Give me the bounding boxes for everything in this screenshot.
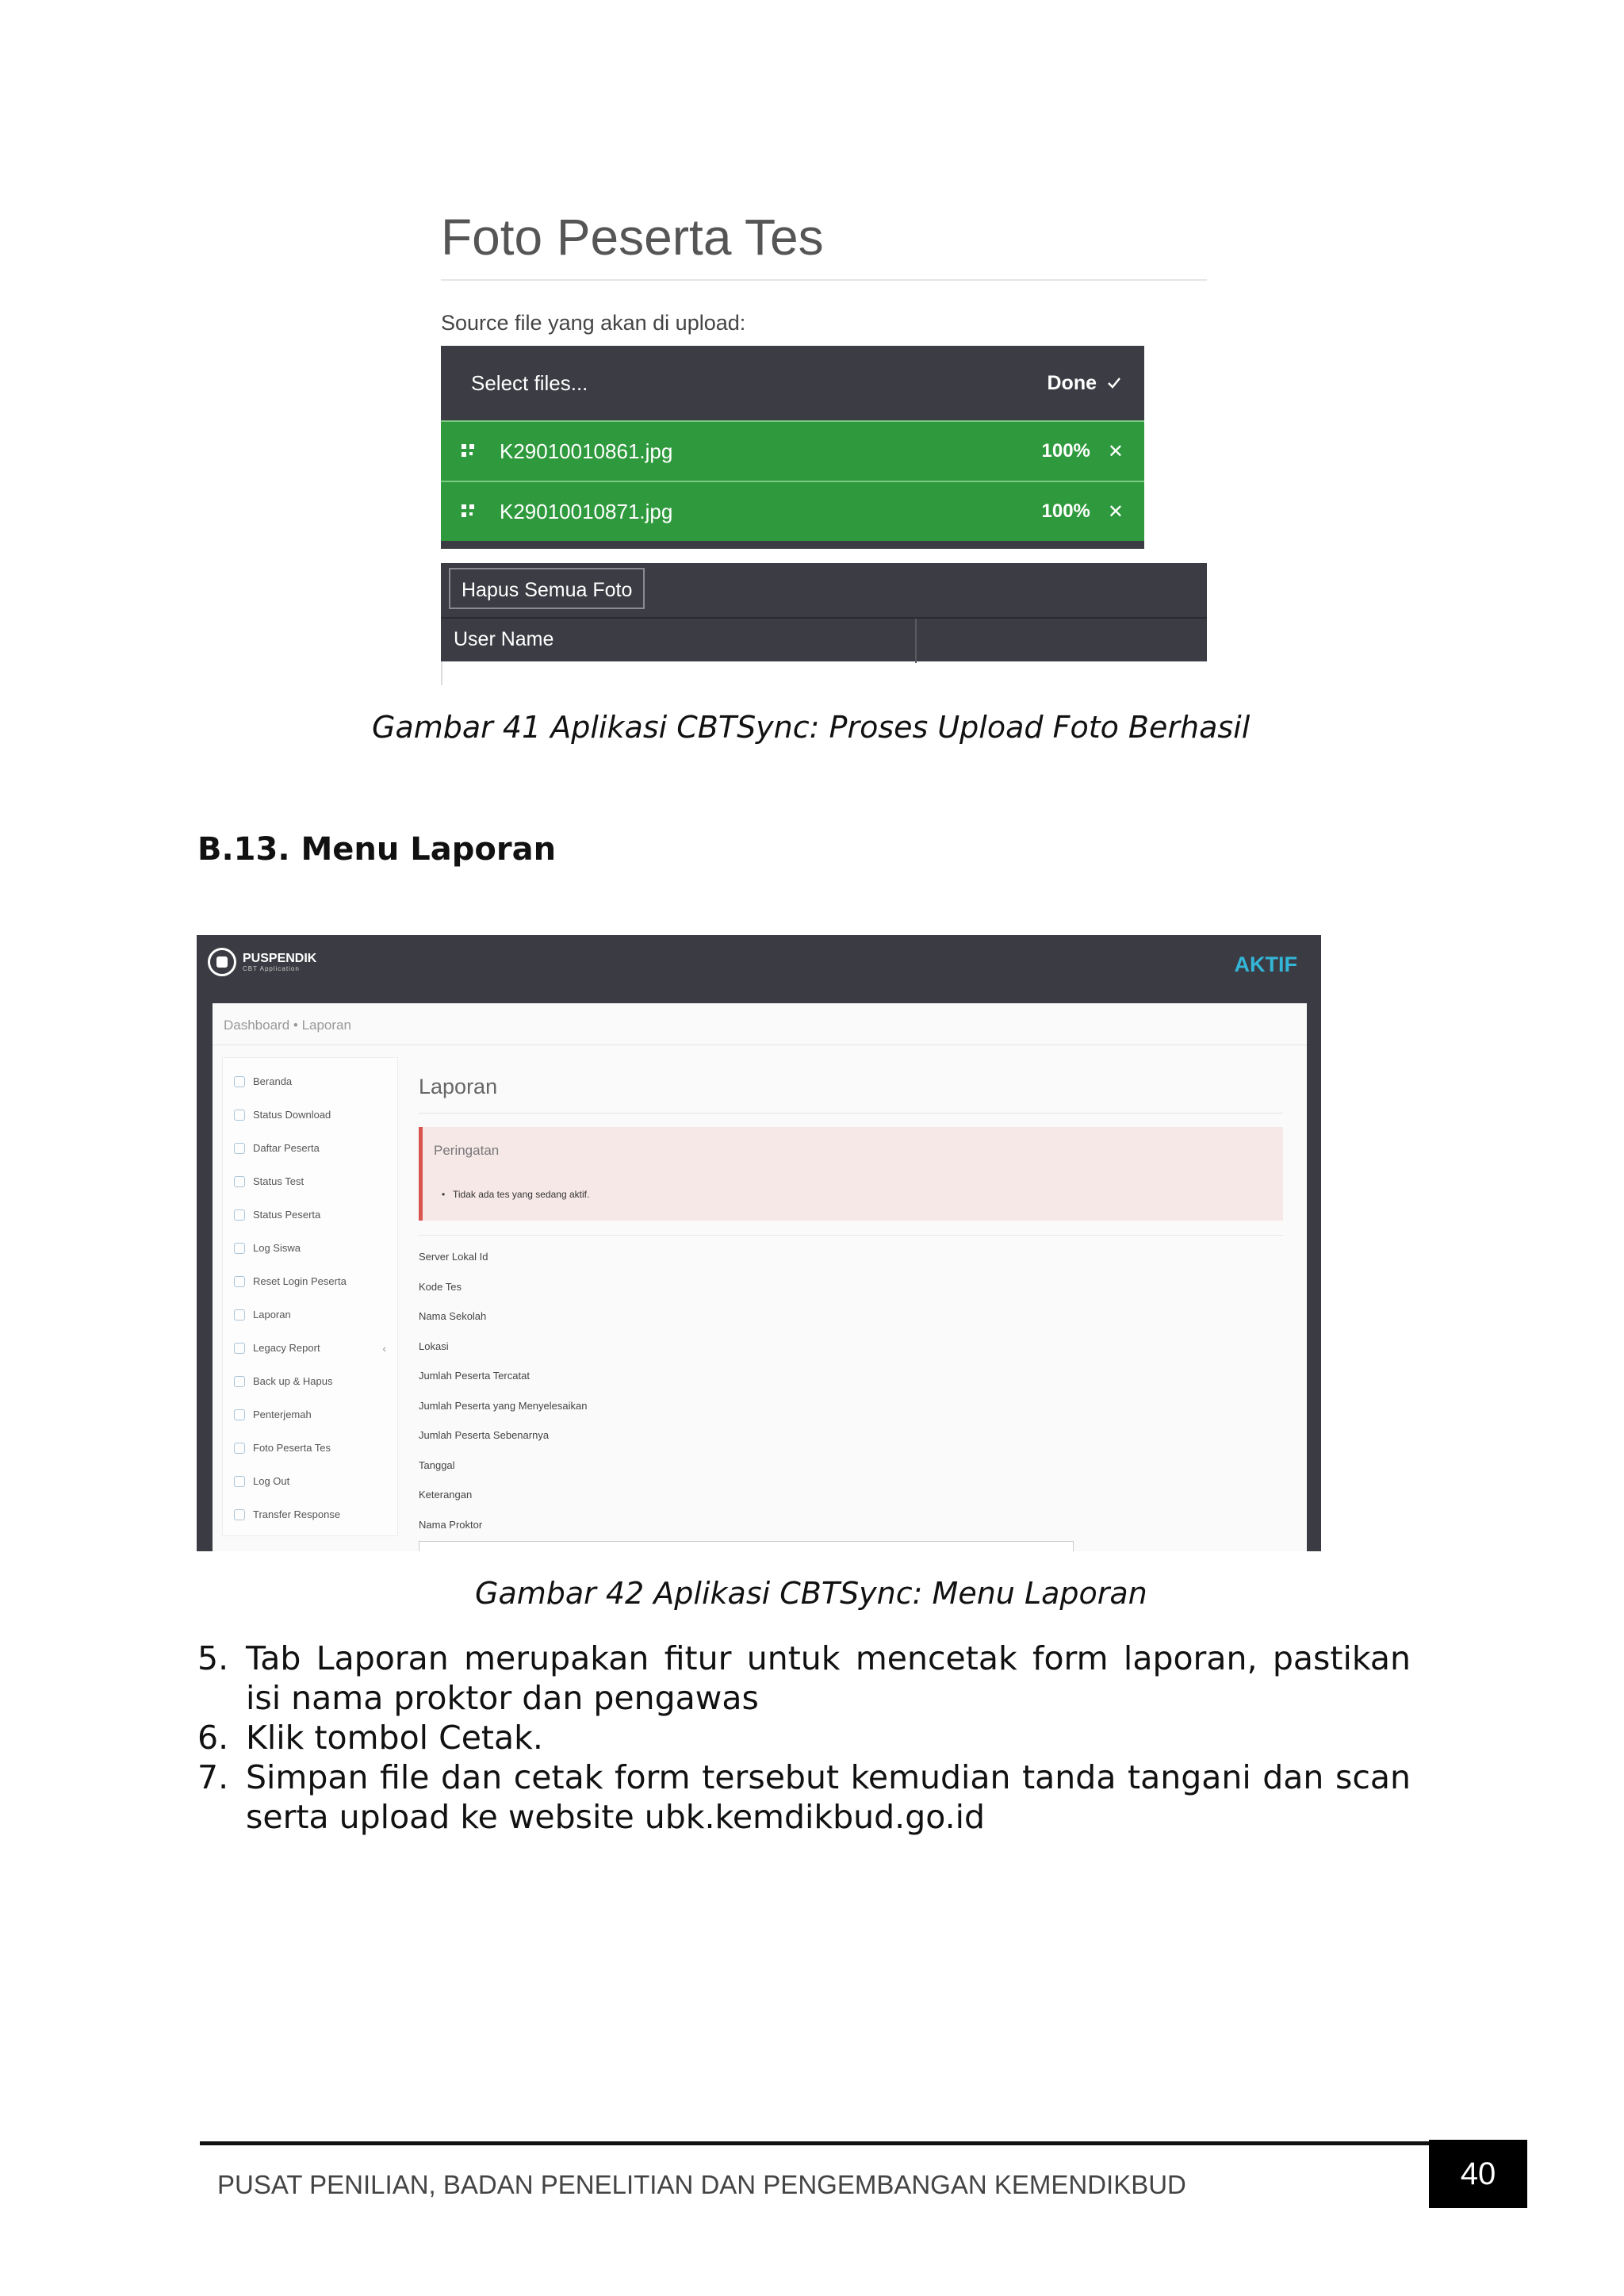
- field-label: Keterangan: [419, 1489, 473, 1501]
- instruction-list: [197, 1639, 1411, 1837]
- app-page: [213, 1003, 1307, 1551]
- sidebar-item-penterjemah[interactable]: [234, 1409, 393, 1420]
- page-number: 40: [1429, 2140, 1527, 2208]
- sidebar: [222, 1057, 398, 1536]
- delete-all-photos-button[interactable]: Hapus Semua Foto: [449, 568, 645, 609]
- sidebar-item-label: Log Out: [253, 1475, 290, 1487]
- field-label: Jumlah Peserta Sebenarnya: [419, 1429, 550, 1441]
- sidebar-item-status-download[interactable]: [234, 1109, 393, 1121]
- file-name: K29010010861.jpg: [500, 439, 673, 463]
- sidebar-item-daftar-peserta[interactable]: [234, 1142, 393, 1154]
- home-icon: [234, 1076, 245, 1087]
- report-icon: [234, 1343, 245, 1354]
- sidebar-item-log-siswa[interactable]: [234, 1242, 393, 1254]
- field-label: Tanggal: [419, 1459, 455, 1471]
- brand-subtitle: CBT Application: [243, 964, 300, 972]
- page-title: Laporan: [419, 1075, 498, 1098]
- field-label: Kode Tes: [419, 1281, 462, 1293]
- sidebar-item-label: Transfer Response: [253, 1508, 341, 1520]
- edit-icon: [234, 1176, 245, 1187]
- status-badge: AKTIF: [1234, 953, 1297, 976]
- field-label: Jumlah Peserta yang Menyelesaikan: [419, 1400, 588, 1412]
- sidebar-item-label: Status Download: [253, 1109, 331, 1121]
- cloud-icon: [234, 1110, 245, 1121]
- figure41-caption: Gambar 41 Aplikasi CBTSync: Proses Upload Foto Berhasil: [372, 710, 1251, 745]
- column-divider: [915, 619, 917, 663]
- uploader-footer: [441, 541, 1144, 549]
- refresh-icon: [234, 1276, 245, 1287]
- upload-file-row: [441, 481, 1144, 541]
- search-icon: [234, 1409, 245, 1420]
- sidebar-item-label: Reset Login Peserta: [253, 1275, 347, 1287]
- sidebar-item-log-out[interactable]: [234, 1475, 393, 1487]
- sidebar-item-status-test[interactable]: [234, 1175, 393, 1187]
- sidebar-item-label: Laporan: [253, 1309, 291, 1320]
- sidebar-item-label: Daftar Peserta: [253, 1142, 320, 1154]
- field-label: Nama Sekolah: [419, 1310, 487, 1322]
- sidebar-item-label: Status Test: [253, 1175, 304, 1187]
- field-label: Lokasi: [419, 1340, 449, 1352]
- sidebar-item-backup-hapus[interactable]: [234, 1375, 393, 1387]
- puspendik-logo: [208, 948, 316, 976]
- figure42-caption: Gambar 42 Aplikasi CBTSync: Menu Laporan: [475, 1576, 1147, 1611]
- alert-message: • Tidak ada tes yang sedang aktif.: [453, 1189, 589, 1200]
- sidebar-item-label: Status Peserta: [253, 1209, 321, 1221]
- field-label: Jumlah Peserta Tercatat: [419, 1370, 530, 1382]
- breadcrumb[interactable]: Dashboard • Laporan: [224, 1018, 351, 1033]
- done-label: Done: [1047, 371, 1097, 394]
- divider: [441, 279, 1207, 281]
- list-text: Simpan file dan cetak form tersebut kemudian tanda tangani dan scan serta upload ke website ubk.kemdikbud.go.id: [246, 1758, 1411, 1836]
- alert-title: Peringatan: [434, 1143, 500, 1158]
- user-icon: [234, 1209, 245, 1221]
- divider: [419, 1235, 1283, 1236]
- footer-rule: [200, 2141, 1429, 2145]
- list-text: Tab Laporan merupakan fitur untuk mencetak form laporan, pastikan isi nama proktor dan pengawas: [246, 1639, 1411, 1717]
- list-text: Klik tombol Cetak.: [246, 1719, 543, 1757]
- column-header-username: User Name: [454, 628, 554, 650]
- field-label: Nama Proktor: [419, 1519, 483, 1531]
- sidebar-item-reset-login[interactable]: [234, 1275, 393, 1287]
- list-item: [197, 1757, 1411, 1837]
- sidebar-item-foto-peserta[interactable]: [234, 1442, 393, 1454]
- sidebar-item-beranda[interactable]: [234, 1075, 393, 1087]
- upload-progress: 100%: [1041, 500, 1090, 522]
- list-item: [197, 1718, 1411, 1757]
- upload-progress: 100%: [1041, 440, 1090, 462]
- list-item: [197, 1639, 1411, 1718]
- done-button[interactable]: [1048, 372, 1123, 395]
- cbtsync-laporan-screenshot: [197, 935, 1321, 1551]
- brand-name: PUSPENDIK: [243, 951, 317, 965]
- file-uploader: [441, 346, 1144, 549]
- upload-file-row: [441, 420, 1144, 481]
- remove-file-icon[interactable]: ✕: [1107, 500, 1124, 523]
- sidebar-item-transfer-response[interactable]: [234, 1508, 393, 1520]
- select-files-button[interactable]: Select files...: [471, 370, 588, 395]
- warning-alert: [419, 1127, 1283, 1221]
- uploader-header: [441, 346, 1144, 420]
- section-heading: B.13. Menu Laporan: [197, 831, 557, 868]
- check-icon: [1106, 375, 1122, 391]
- nama-proktor-input[interactable]: [419, 1541, 1074, 1551]
- sidebar-item-label: Penterjemah: [253, 1409, 312, 1420]
- sidebar-item-label: Legacy Report: [253, 1342, 320, 1354]
- drag-handle-icon[interactable]: [460, 503, 477, 520]
- divider: [419, 1113, 1283, 1114]
- logo-emblem-icon: [208, 948, 236, 976]
- camera-icon: [234, 1443, 245, 1454]
- sidebar-item-label: Foto Peserta Tes: [253, 1442, 331, 1454]
- drag-handle-icon[interactable]: [460, 443, 477, 460]
- figure41-title: Foto Peserta Tes: [441, 209, 824, 266]
- sidebar-item-legacy-report[interactable]: [234, 1342, 393, 1354]
- chevron-left-icon: ‹: [382, 1341, 386, 1355]
- list-number: 7.: [197, 1758, 229, 1796]
- chart-icon: [234, 1309, 245, 1320]
- sidebar-item-status-peserta[interactable]: [234, 1209, 393, 1221]
- sidebar-item-laporan[interactable]: [234, 1309, 393, 1320]
- file-name: K29010010871.jpg: [500, 499, 673, 523]
- rss-icon: [234, 1509, 245, 1520]
- photo-table-header: [441, 617, 1207, 661]
- remove-file-icon[interactable]: ✕: [1107, 440, 1124, 462]
- sidebar-item-label: Log Siswa: [253, 1242, 301, 1254]
- sidebar-item-label: Beranda: [253, 1075, 293, 1087]
- app-header: [197, 935, 1321, 1003]
- list-icon: [234, 1143, 245, 1154]
- sidebar-item-label: Back up & Hapus: [253, 1375, 333, 1387]
- table-edge: [441, 661, 442, 685]
- footer-text: PUSAT PENILIAN, BADAN PENELITIAN DAN PENGEMBANGAN KEMENDIKBUD: [217, 2170, 1186, 2199]
- field-label: Server Lokal Id: [419, 1251, 488, 1263]
- gear-icon: [234, 1376, 245, 1387]
- list-number: 5.: [197, 1639, 229, 1677]
- list-number: 6.: [197, 1719, 229, 1757]
- logout-icon: [234, 1476, 245, 1487]
- source-file-label: Source file yang akan di upload:: [441, 311, 746, 335]
- log-icon: [234, 1243, 245, 1254]
